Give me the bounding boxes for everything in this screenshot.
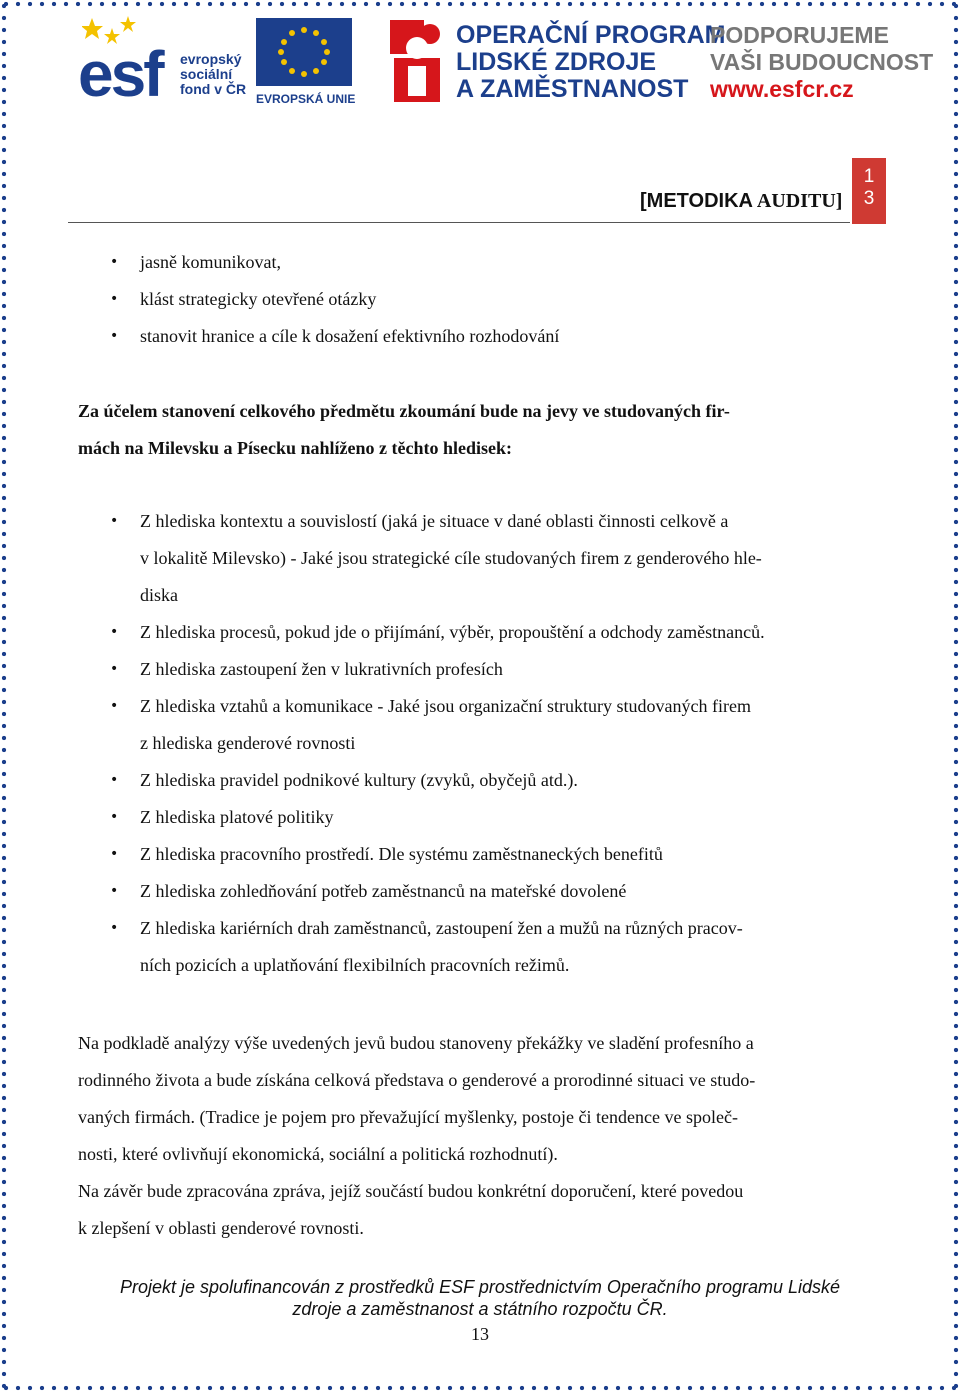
paragraph-line: k zlepšení v oblasti genderové rovnosti.: [78, 1218, 364, 1238]
list-item-line: • Z hlediska kariérních drah zaměstnanců, zastoupení žen a mužů na různých pracov-: [140, 918, 743, 938]
bold-line: Za účelem stanovení celkového předmětu zkoumání bude na jevy ve studovaných fir-: [78, 401, 730, 421]
list-item-line: • Z hlediska zastoupení žen v lukrativních profesích: [140, 659, 503, 679]
header-bracket: [: [640, 190, 647, 212]
list-item-line: ních pozicích a uplatňování flexibilních pracovních režimů.: [140, 955, 570, 975]
esf-line-1: evropský: [180, 51, 242, 67]
list-item-line: z hlediska genderové rovnosti: [140, 733, 356, 753]
list-item-line: • Z hlediska zohledňování potřeb zaměstnanců na mateřské dovolené: [140, 881, 627, 901]
page-border-top: [0, 0, 960, 8]
footer-note: [70, 1276, 890, 1320]
list-item-line: • Z hlediska procesů, pokud jde o přijímání, výběr, propouštění a odchody zaměstnanců.: [140, 622, 765, 642]
list-item: [140, 836, 880, 873]
header-title-b: AUDITU]: [756, 190, 843, 212]
list-item-line: • Z hlediska pracovního prostředí. Dle systému zaměstnaneckých benefitů: [140, 844, 663, 864]
eu-logo: [256, 18, 366, 108]
list-item: • klást strategicky otevřené otázky: [140, 281, 900, 318]
list-item: [140, 688, 880, 762]
list-item-line: • Z hlediska pravidel podnikové kultury (zvyků, obyčejů atd.).: [140, 770, 578, 790]
paragraph-line: vaných firmách. (Tradice je pojem pro převažující myšlenky, postoje či tendence ve společ-: [78, 1107, 738, 1127]
bold-paragraph: [78, 393, 858, 467]
list-item: • jasně komunikovat,: [140, 244, 900, 281]
page-number-box: [852, 158, 886, 224]
esf-logo: [78, 14, 247, 110]
list-item-line: • Z hlediska kontextu a souvislostí (jaká je situace v dané oblasti činnosti celkově a: [140, 511, 729, 531]
paragraph-line: nosti, které ovlivňují ekonomická, sociální a politická rozhodnutí).: [78, 1144, 558, 1164]
list-item-line: • Z hlediska vztahů a komunikace - Jaké jsou organizační struktury studovaných firem: [140, 696, 751, 716]
paragraph-line: rodinného života a bude získána celková představa o genderové a prorodinné situaci ve studo-: [78, 1070, 756, 1090]
page-digit-1: 1: [863, 166, 875, 187]
op-logo: [386, 14, 726, 106]
esf-letters: esf: [78, 38, 162, 110]
paragraph-line: Na podkladě analýzy výše uvedených jevů budou stanoveny překážky ve sladění profesního a: [78, 1033, 754, 1053]
footer-page-number: 13: [471, 1324, 489, 1344]
eu-flag-icon: [256, 18, 352, 86]
op-line-3: A ZAMĚSTNANOST: [456, 75, 689, 103]
esf-text: [180, 52, 246, 97]
support-line-2: VAŠI BUDOUCNOST: [710, 49, 934, 75]
list-item: [140, 614, 880, 651]
list-item: [140, 762, 880, 799]
web-link[interactable]: www.esfcr.cz: [710, 76, 854, 102]
support-text: [710, 22, 933, 103]
list-item-line: v lokalitě Milevsko) - Jaké jsou strategické cíle studovaných firem z genderového hle-: [140, 548, 762, 568]
bold-line: mách na Milevsku a Písecku nahlíženo z těchto hledisek:: [78, 438, 513, 458]
page-border-right: [952, 0, 960, 1392]
list-item: [140, 910, 880, 984]
paragraph-line: Na závěr bude zpracována zpráva, jejíž součástí budou konkrétní doporučení, které povedou: [78, 1181, 744, 1201]
page-border-left: [0, 0, 8, 1392]
bullet-list-skills: [140, 244, 900, 355]
puzzle-person-icon: [386, 14, 448, 106]
list-item: • stanovit hranice a cíle k dosažení efektivního rozhodování: [140, 318, 900, 355]
closing-paragraph: [78, 1025, 878, 1247]
bullet-list-aspects: [140, 503, 880, 984]
logo-bar: [78, 14, 934, 110]
esf-line-2: sociální: [180, 66, 233, 82]
op-line-2: LIDSKÉ ZDROJE: [456, 48, 657, 76]
list-item: [140, 799, 880, 836]
header-rule: [68, 222, 850, 223]
page-digit-2: 3: [863, 188, 875, 209]
list-item: [140, 651, 880, 688]
footer-line-2: zdroje a zaměstnanost a státního rozpočtu ČR.: [292, 1299, 668, 1319]
support-line-1: PODPORUJEME: [710, 22, 889, 48]
running-header: [640, 190, 842, 213]
op-line-1: OPERAČNÍ PROGRAM: [456, 21, 726, 49]
op-text: [456, 22, 725, 103]
header-title-a: METODIKA: [646, 190, 753, 212]
esf-line-3: fond v ČR: [180, 81, 247, 97]
list-item: [140, 873, 880, 910]
list-item-line: • Z hlediska platové politiky: [140, 807, 334, 827]
eu-label: EVROPSKÁ UNIE: [256, 92, 356, 106]
page-border-bottom: [0, 1384, 960, 1392]
footer-line-1: Projekt je spolufinancován z prostředků ESF prostřednictvím Operačního programu Lidské: [119, 1277, 841, 1297]
list-item-line: diska: [140, 585, 178, 605]
list-item: [140, 503, 880, 614]
